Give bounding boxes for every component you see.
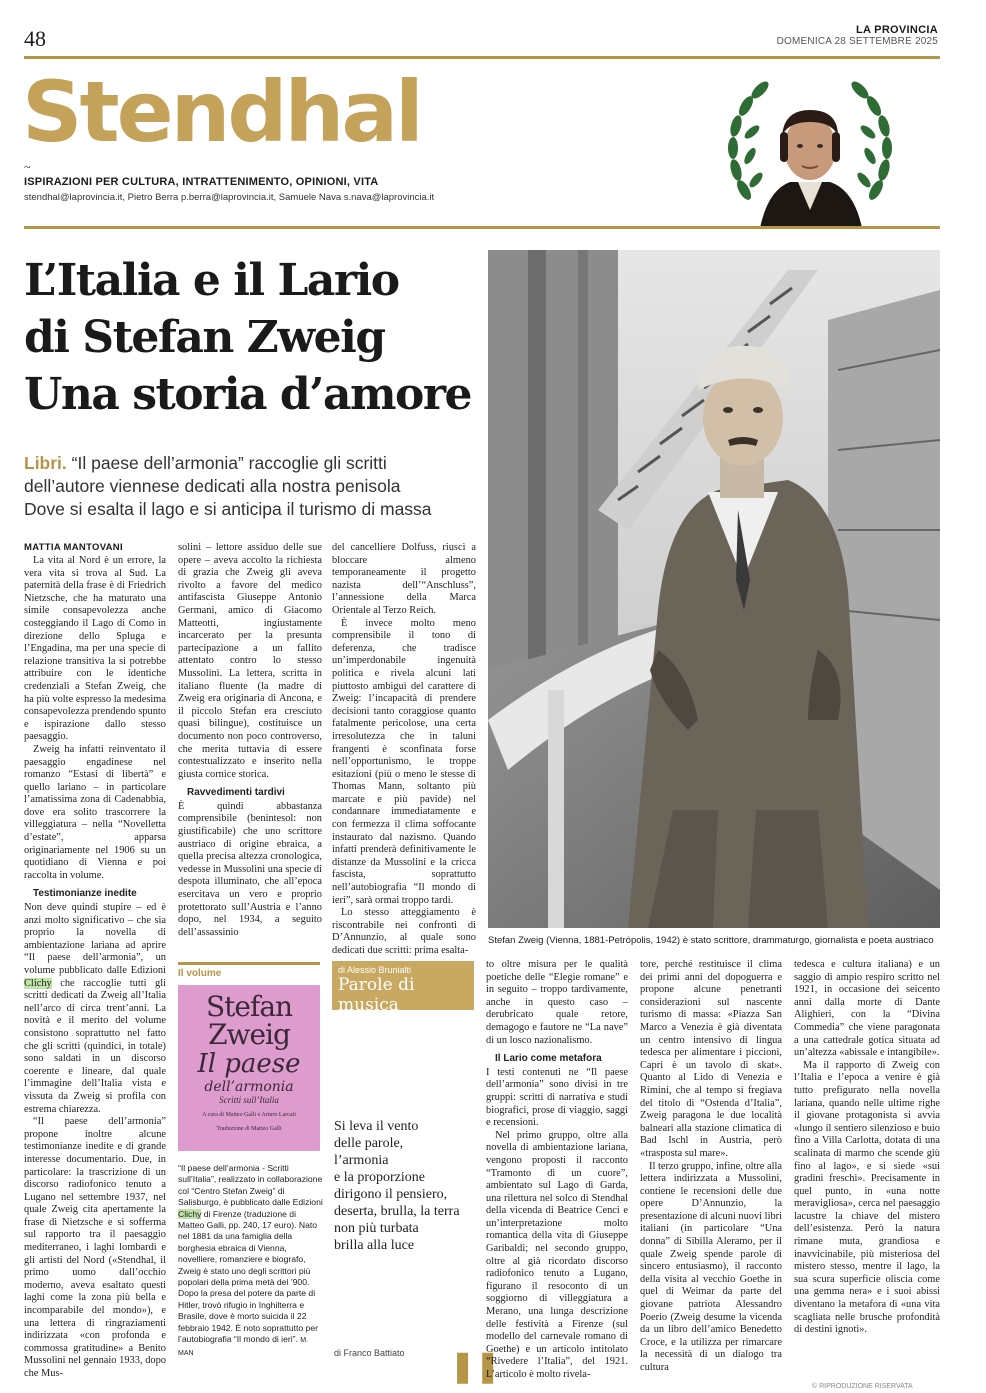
paragraph: tore, perché restituisce il clima dei primi anni del dopoguerra e propone alcune penetranti considerazioni sul nascente turismo di massa: «Piazza San Marco a Venezia è già diventata un centro intensivo di lingua tedesca per alimentare i piccioni, Capri è un tavolo di skat». Quanto al Lido di Venezia e Rimini, che al tempo si fregiava del titolo di “Ostenda d’Italia”, Zweig paragona le due località balneari alla stazione climatica di Bad Ischl in Austria, però «trasposta sul mare».: [640, 959, 782, 1159]
section-subheading: Ravvedimenti tardivi: [187, 787, 285, 799]
paragraph: del cancelliere Dolfuss, riuscì a bloccare almeno temporaneamente il progetto nazista dell’“Anschluss”, l’annessione della Marca Orientale al Terzo Reich.: [332, 542, 476, 616]
tagline-icon: ~: [24, 160, 31, 174]
lyric-line: l’armonia: [334, 1153, 389, 1168]
header-rule: [24, 56, 940, 59]
lyrics-quote: [334, 1118, 474, 1254]
paragraph: solini – lettore assiduo delle sue opere – aveva accolto la richiesta di grazia che Zweig gli aveva rivolto a favore del medico antifascista Giuseppe Antonio Germani, amico di Giacomo Matteotti, ingiustamente incarcerato per la presunta partecipazione a un fallito attentato contro lo stesso Mussolini. La lettera, scritta in italiano fluente (la madre di Zweig era originaria di Ancona, e il piccolo Stefan era cresciuto quasi bilingue), costituisce un documento non poco controverso, che merita tuttavia di essere contestualizzato e inserito nella giusta cornice storica.: [178, 542, 322, 780]
publisher-highlight: Clichy: [178, 1208, 202, 1219]
section-tagline: ISPIRAZIONI PER CULTURA, INTRATTENIMENTO, OPINIONI, VITA: [24, 176, 379, 188]
section-rule: [24, 226, 940, 229]
paragraph: La vita al Nord è un errore, la vera vita si trova al Sud. La paternità della frase è di Friedrich Nietzsche, che ha maturato una simile consapevolezza anche costeggiando il Lago di Como in direzione dello Spluga e l’Engadina, ma per una specie di relazione transitiva la si potrebbe attribuire con le identiche credenziali a Stefan Zweig, che ha più volte espresso la medesima consapevolezza prendendo spunto e ispirazione dallo stesso paesaggio.: [24, 555, 166, 743]
paragraph: È quindi abbastanza comprensibile (benintesol: non giustificabile) che uno scrittore austriaco di origine ebraica, a quella precisa altezza cronologica, vedesse in Mussolini una specie di despota illuminato, che all’epoca esercitava un vero e proprio protettorato sull’Austria e l’anno dopo, nel 1934, a seguito dell’assassinio: [178, 800, 323, 938]
book-cover: [178, 985, 320, 1151]
lyric-line: deserta, brulla, la terra: [334, 1204, 460, 1219]
subhead-line: “Il paese dell’armonia” raccoglie gli scritti: [71, 453, 387, 473]
book-cover-title: Il paese: [197, 1049, 301, 1079]
masthead: [777, 24, 938, 47]
paragraph: Lo stesso atteggiamento è riscontrabile nei confronti di D’Annunzio, al quale sono dedicati due scritti: prima esalta-: [332, 907, 476, 956]
article-headline: [24, 252, 484, 423]
paragraph: tedesca e cultura italiana) e un saggio di ampio respiro scritto nel 1921, in occasione dei seicento anni dalla morte di Dante Alighieri, con la “Divina Commedia” che viene paragonata a una cattedrale gotica situata ad un’altezza «abissale e intangibile».: [794, 959, 940, 1059]
article-column-2: [178, 542, 322, 939]
lyric-line: delle parole,: [334, 1136, 404, 1151]
headline-line: di Stefan Zweig: [24, 312, 385, 363]
issue-date: DOMENICA 28 SETTEMBRE 2025: [776, 36, 938, 47]
paragraph: È invece molto meno comprensibile il tono di deferenza, che tradisce un’imperdonabile ingenuità politica e rivela alcuni lati piuttosto ambigui del carattere di Zweig: l’incapacità di prendere decisioni tanto coraggiose quanto fatalmente pericolose, una certa irresolutezza che in taluni frangenti è sconfinata forse nell’opportunismo, le troppe esitazioni (più o meno le stesse di Thomas Mann, soltanto più marcate e più pavide) nel condannare immediatamente e con fermezza il clima soffocante instaurato dal nazismo. Quando infatti prenderà definitivamente le distanze da Mussolini e la cricca fascista, soprattutto nell’autobiografia “Il mondo di ieri”, sarà ormai troppo tardi.: [332, 617, 476, 906]
section-title: Stendhal: [22, 63, 421, 161]
headline-line: Una storia d’amore: [24, 369, 472, 420]
article-column-1: [24, 555, 166, 1381]
kicker-libri: Libri.: [24, 453, 67, 473]
paragraph: I testi contenuti ne “Il paese dell’armonia” sono divisi in tre gruppi: scritti di narrativa e studi biografici, prose di viaggio, saggi e recensioni.: [486, 1066, 628, 1129]
paragraph: Ma il rapporto di Zweig con l’Italia e l’epoca a venire è già tutto prefigurato nella novella lariana, quando nelle ultime righe il giovane protagonista si avvia «lungo il sentiero silenzioso e buio fino a Villa Carlotta, dotata di una scalinata di marmo che scende giù fino al lago», e si siede «sui gradini freschi». Precisamente in quel punto, in «una notte meravigliosa», cerca nel paesaggio lacustre la chiave del mistero dell’esistenza. Però la natura rimane muta, grandiosa e inavvicinabile, più misteriosa del mistero stesso, mentre il lago, la sua scura superficie oliscia come una gemma nera» e i suoi abissi diventano la metafora di «una vita scagliata nelle brusche profondità di destini ignoti».: [794, 1059, 940, 1336]
book-info-signature: M. MAN: [178, 1337, 309, 1357]
byline: MATTIA MANTOVANI: [24, 542, 123, 553]
book-info: “Il paese dell’armonia - Scritti sull’Italia”, realizzato in collaborazione col “Centro Stefan Zweig” di Salisburgo, è pubblicato dalle Edizioni Clichy di Firenze (traduzione di Matteo Galli, pp. 240, 17 euro). Nato nel 1881 da una famiglia della borghesia ebraica di Vienna, novelliere, romanziere e biografo, Zweig è stato uno degli scrittori più popolari della prima metà del ’900. Dopo la presa del potere da parte di Hitler, trovò rifugio in Inghilterra e Brasile, dove è morto suicida il 22 febbraio 1942. È noto soprattutto per l’autobiografia “Il mondo di ieri”. M. MAN: [178, 1163, 323, 1357]
stefan-zweig-photo: [488, 250, 940, 928]
article-column-4: [486, 959, 628, 1382]
headline-line: L’Italia e il Lario: [24, 255, 399, 306]
book-cover-credit: A cura di Matteo Galli e Arturo Larcati: [202, 1112, 296, 1118]
photo-caption: Stefan Zweig (Vienna, 1881-Petrópolis, 1942) è stato scrittore, drammaturgo, giornalista e poeta austriaco: [488, 935, 934, 946]
book-box-label: Il volume: [178, 962, 320, 979]
publisher-highlight: Clichy: [24, 977, 52, 989]
music-box: [332, 961, 474, 1015]
copyright-note: © RIPRODUZIONE RISERVATA: [812, 1383, 913, 1390]
subhead-line: Dove si esalta il lago e si anticipa il turismo di massa: [24, 499, 432, 519]
lyric-line: brilla alla luce: [334, 1238, 415, 1253]
music-box-author: di Alessio Brunialti: [338, 965, 412, 975]
stendhal-portrait-logo: [720, 70, 900, 228]
lyric-line: Si leva il vento: [334, 1119, 419, 1134]
quote-mark-icon: ❚❚: [450, 1349, 501, 1384]
paragraph: to oltre misura per le qualità poetiche delle “Elegie romane” e in seguito – troppo tardivamente, anche in questo caso – derubricato quale retore, demagogo e fautore ne “La nave” di un losco nazionalismo.: [486, 959, 628, 1046]
music-box-title: Parole di musica: [338, 975, 415, 1015]
book-cover-subtitle: Scritti sull’Italia: [219, 1095, 279, 1105]
lyric-line: e la proporzione: [334, 1170, 425, 1185]
section-subheading: Il Lario come metafora: [495, 1053, 602, 1065]
book-cover-title: dell’armonia: [204, 1079, 294, 1095]
newspaper-name: LA PROVINCIA: [855, 24, 938, 36]
section-contacts: stendhal@laprovincia.it, Pietro Berra p.berra@laprovincia.it, Samuele Nava s.nava@laprovincia.it: [24, 192, 435, 203]
lyric-line: non più turbata: [334, 1221, 419, 1236]
paragraph: Zweig ha infatti reinventato il paesaggio engadinese nel romanzo “Estasi di libertà” e quello lariano – in particolare l’amatissima zona di Cadenabbia, dove era solito trascorrere la villeggiatura – nella “Novelletta d’estate”, apparsa originariamente nel 1906 su un quotidiano di Vienna e poi raccolta in volume.: [24, 743, 166, 881]
lyrics-author: di Franco Battiato: [334, 1348, 405, 1358]
article-column-3: [332, 542, 476, 958]
article-subhead: [24, 452, 484, 521]
section-subheading: Testimonianze inedite: [33, 888, 137, 900]
lyric-line: dirigono il pensiero,: [334, 1187, 448, 1202]
paragraph: Nel primo gruppo, oltre alla novella di ambientazione lariana, vengono proposti il racconto “Tramonto di un cuore”, ambientato sul Lago di Garda, una rilettura nel solco di Stendhal della vicenda di Beatrice Cenci e un’interpretazione molto romantica della vita di Giuseppe Garibaldi; nel secondo gruppo, oltre al già ricordato discorso radiofonico tenuto a Lugano, figurano il resoconto di un soggiorno di villeggiatura a Merano, una lunga descrizione delle festività a Firenze (sul modello del carnevale romano di Goethe) e un articolo intitolato “Rivedere l’Italia”, del 1921. L’articolo è molto rivela-: [486, 1129, 628, 1380]
book-cover-credit: Traduzione di Matteo Galli: [216, 1126, 282, 1132]
paragraph: Non deve quindi stupire – ed è anzi molto significativo – che sia proprio la novella di ambientazione lariana ad aprire “Il paese dell’armonia”, un volume pubblicato dalle Edizioni Clichy che raccoglie tutti gli scritti dedicati da Zweig all’Italia nell’arco di circa trent’anni. La novità e il merito del volume consistono soprattutto nel fatto che gli scritti (quindici, in totale) sono saldati in un discorso coerente e lineare, dal quale l’immagine dell’Italia vista e vissuta da Zweig si profila con estrema chiarezza.: [24, 902, 166, 1115]
subhead-line: dell’autore viennese dedicati alla nostra penisola: [24, 476, 401, 496]
page-number: 48: [24, 26, 46, 51]
article-column-5: [640, 959, 782, 1375]
paragraph: “Il paese dell’armonia” propone inoltre alcune testimonianze inedite e di grande interesse documentario. Due, in particolare: la trascrizione di un discorso radiofonico tenuto a Lugano nel settembre 1937, nel quale Zweig cita apertamente la frase di Nietzsche e si sofferma sul rapporto tra il paesaggio mediterraneo, i laghi lombardi e gli artisti del Nord («Stendhal, il primo uomo dall’occhio moderno, aveva esaltato questi laghi come la zona più bella e incomparabile del mondo»), e una lettera di ringraziamenti indirizzata «con profonda e commossa gratitudine» a Benito Mussolini nel gennaio 1933, dopo che Mus-: [24, 1116, 166, 1379]
book-cover-author: Stefan Zweig: [205, 990, 293, 1051]
paragraph: Il terzo gruppo, infine, oltre alla lettera indirizzata a Mussolini, contiene le recensioni delle due opere D’Annunzio, la presentazione di alcuni nuovi libri italiani (in particolare “Una donna” di Sibilla Aleramo, per il quale Zweig spende parole di sincero entusiasmo), il racconto della visita al vecchio Goethe in quel di Weimar da parte del giovane patriota Alessandro Poerio (Zweig desume la vicenda da un libro dell’amico Benedetto Croce, e la utilizza per rimarcare la necessità di un dialogo tra cultura: [640, 1160, 783, 1373]
article-column-6: [794, 959, 940, 1337]
